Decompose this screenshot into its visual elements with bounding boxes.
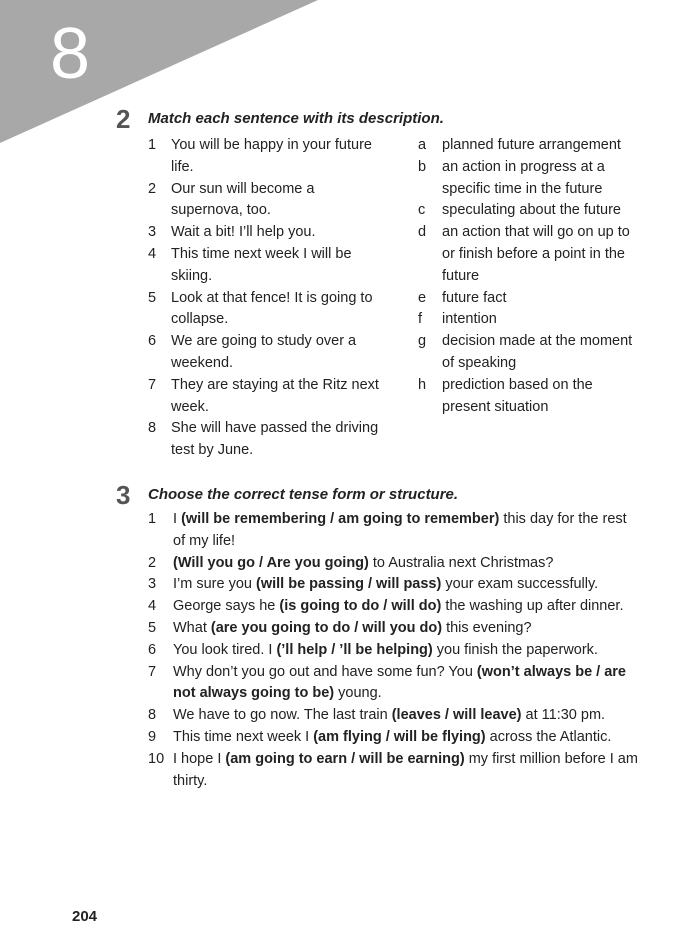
tense-options[interactable]: (’ll help / ’ll be helping) [276,641,433,658]
exercise-3-number: 3 [116,480,131,510]
tense-options[interactable]: (is going to do / will do) [279,598,442,615]
list-item: 8 She will have passed the driving test by June. [148,420,379,459]
list-item: 7 Why don’t you go out and have some fun? You (won’t always be / are not always going to be) young. [148,663,626,702]
description-list [418,135,633,418]
tense-options[interactable]: (will be passing / will pass) [256,576,442,593]
list-item: a planned future arrangement [418,137,621,153]
list-item: 5 Look at that fence! It is going to collapse. [148,289,373,328]
exercise-2-number: 2 [116,104,131,134]
list-item: 2 (Will you go / Are you going) to Australia next Christmas? [148,554,554,571]
exercise-3-instruction: Choose the correct tense form or structure. [148,486,459,503]
tense-options[interactable]: (am flying / will be flying) [313,728,486,745]
tense-options[interactable]: (Will you go / Are you going) [173,554,369,571]
list-item: 8 We have to go now. The last train (leaves / will leave) at 11:30 pm. [148,707,606,724]
page-number: 204 [72,908,98,925]
list-item: h prediction based on the present situation [418,376,593,415]
list-item: f intention [418,311,497,328]
list-item: 1 I (will be remembering / am going to remember) this day for the rest of my life! [148,511,627,549]
list-item: d an action that will go on up to or finish before a point in the future [418,224,630,284]
list-item: b an action in progress at a specific time in the future [418,158,605,197]
list-item: 3 I’m sure you (will be passing / will pass) your exam successfully. [148,576,599,593]
list-item: 4 This time next week I will be skiing. [148,245,352,284]
list-item: 6 You look tired. I (’ll help / ’ll be helping) you finish the paperwork. [148,641,598,658]
tense-options[interactable]: (won’t always be / are not always going to be) [173,663,626,702]
list-item: 9 This time next week I (am flying / will be flying) across the Atlantic. [148,728,612,745]
exercise-2-instruction: Match each sentence with its description. [148,110,444,127]
list-item: c speculating about the future [418,202,621,219]
list-item: 6 We are going to study over a weekend. [148,333,357,371]
list-item: 2 Our sun will become a supernova, too. [148,180,315,219]
tense-options[interactable]: (am going to earn / will be earning) [225,750,465,767]
list-item: 10 I hope I (am going to earn / will be earning) my first million before I am thirty. [148,750,638,789]
list-item: 7 They are staying at the Ritz next week. [148,376,379,415]
list-item: g decision made at the moment of speaking [418,333,633,371]
tense-options[interactable]: (leaves / will leave) [391,707,522,724]
tense-options[interactable]: (will be remembering / am going to remember) [181,511,500,527]
sentence-list [148,135,388,462]
list-item: e future fact [418,289,507,306]
list-item: 5 What (are you going to do / will you do) this evening? [148,619,532,636]
unit-number: 8 [50,14,91,94]
exercise-3-list [148,509,638,792]
list-item: 1 You will be happy in your future life. [148,137,372,175]
tense-options[interactable]: (are you going to do / will you do) [210,619,443,636]
list-item: 4 George says he (is going to do / will do) the washing up after dinner. [148,598,624,615]
list-item: 3 Wait a bit! I’ll help you. [148,224,316,241]
